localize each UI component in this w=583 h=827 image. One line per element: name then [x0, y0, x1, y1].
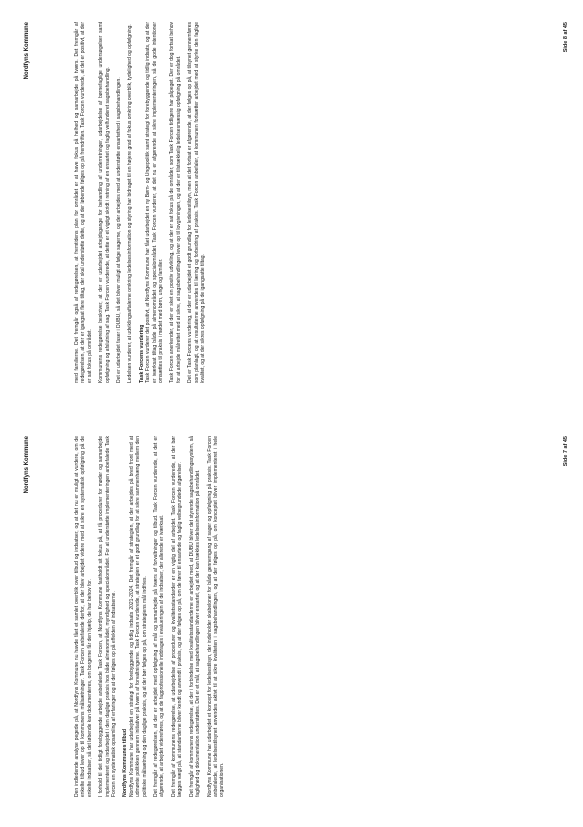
paragraph: Task Forcen anerkender, at der er sket en positiv udvikling, og at der er sat fokus på de områder, som Task Forcen tidligere har påpeget. Der er dog fortsat behov for at arbejde målrettet med at sikre, at sagsbehandlingen lever op til lovgivningen, og at der er tilstrækkelig ledelsesmæssig opfølgning på området.: [169, 22, 182, 383]
paragraph: I forhold til det tidligt forebyggende arbejde anbefalede Task Forcen, at Nordfyns Kommune fastholdt sit fokus på, at få procedurer for møder og samarbejde implementeret og indarbejdet i den daglige praksis hos både almenområdet, myndighed og specialområdet. For at understøtte implementeringen anbefalede Task Forcen en systematisk opsamling af erfaringer og at der følges op på effekten af indsatserne.: [98, 436, 118, 797]
paragraph: Ledelsen vurderer, at udviklingsaftalerne omkring ledelsesinformation og styring har bidraget til en højere grad af fokus omkring overblik, tydelighed og opfølgning.: [127, 24, 134, 383]
page-body: [74, 436, 226, 797]
page-header: Nordfyns Kommune: [24, 436, 30, 494]
paragraph: Det er udarbejdet faser i DUBU, så det bliver muligt at følge sagerne, og der arbejdes med at understøtte ensartethed i sagsbehandlingen.: [116, 77, 123, 383]
paragraph: Det er Task Forcens vurdering, at der er udarbejdet et godt grundlag for ledelsestilsyn, men at det fortsat er afgørende, at der følges op på, at tilsynet gennemføres som planlagt, og at resultaterne anvendes til læring og forbedring af praksis. Task Forcen anbefaler, at kommunen fortsætter arbejdet med at styrke den faglige kvalitet, og at der sikres opfølgning på de igangsatte tiltag.: [187, 22, 207, 383]
page-header: Nordfyns Kommune: [24, 22, 30, 80]
section-heading: Nordfyns Kommunes tilbud: [122, 728, 129, 797]
paragraph: Nordfyns Kommune har udarbejdet en strategi for forebyggende og tidlig indsats 2021-2024. Det fremgår af strategien, at der arbejdes på bred front med at udmønte politikken gennem initiativer på tværs af forvaltningerne. Task Forcen vurderede, at strategien er et godt grundlag for at sikre sammenhæng mellem den politiske målsætning og den daglige praksis, og at der bør følges op på, om strategiens mål indfries.: [128, 436, 148, 797]
paragraph: Den indledende analyse pegede på, at Nordfyns Kommune nu havde fået et samlet overblik over tilbud og indsatser, og at det nu er muligt at vurdere, om de enkelte tilbud lever op til kommunens målsætninger. Task Forcen anbefalede derfor, at der blev arbejdet videre med at sikre en systematisk opfølgning på de enkelte indsatser, så det løbende kan dokumenteres, om borgerne får den hjælp, de har behov for.: [74, 436, 93, 797]
page-number: Side 8 af 45: [563, 22, 569, 53]
page-body: [74, 22, 207, 383]
document-page-left: [0, 414, 583, 827]
paragraph: Task Forcen vurderer det positivt, at Nordfyns Kommune har fået udarbejdet en ny Børn- og Ungepolitik samt strategi for forebyggende og tidlig indsats, og at der er iværksat tiltag både på almenområdet og specialområdet. Task Forcen vurderer, at det nu er afgørende at sikre implementeringen, så de gode intentioner omsættes til praksis i mødet med børn, unge og familier.: [145, 22, 165, 383]
paragraph: Det fremgår af kommunens redegørelse, at udarbejdelse af procedurer og kvalitetsstandarder er en vigtig del af arbejdet. Task Forcen vurderede, at der bør lægges vægt på, at standarderne bliver kendt og anvendt i praksis, og at der følges op på, om de fører til ensartede og faglig velbegrundede afgørelser.: [170, 436, 184, 797]
page-number: Side 7 af 45: [563, 436, 569, 467]
document-page-right: [0, 0, 583, 413]
section-heading: Task Forcens vurdering: [138, 324, 145, 383]
paragraph: med familierne. Det fremgår også af redegørelsen, at fremtidens plan for området er at have fokus på helhed og samarbejde på tværs. Det fremgår af redegørelsen, at der er igangsat flere tiltag, der skal understøtte dette, og at der løbende følges op på fremdriften. Task Forcen vurderede, at det er positivt, at der er sat fokus på området.: [74, 22, 93, 383]
paragraph: Kommunens redegørelse beskriver, at der er udarbejdet arbejdsgange for behandling af underretninger, udarbejdelse af børnefaglige undersøgelser samt opfølgning og afslutning af sag. Task Forcen vurderede, at dette er et vigtigt skridt i retning af en ensartet og faglig velfunderet sagsbehandling.: [98, 22, 111, 383]
paragraph: Nordfyns Kommune har udarbejdet et koncept for ledelsestilsyn, der indeholder skabeloner for både gennemgang af sager og opfølgning på praksis. Task Forcen anbefalede, at ledelsestilsynet anvendes aktivt til at sikre kvaliteten i sagsbehandlingen, og at der følges op på, om konceptet bliver implementeret i hele organisationen.: [206, 436, 226, 797]
paragraph: Det fremgår af redegørelsen, at der er arbejdet med opfølgning af mål og samarbejde på tværs af forvaltninger og tilbud. Task Forcen vurderede, at det er afgørende, at arbejdet videreføres, og at de fagprofessionelle inddrages i evalueringen af de indsatser, der allerede er iværksat.: [153, 436, 166, 797]
paragraph: Det fremgår af kommunens redegørelse, at der i forbindelse med kvalitetsstandarderne er arbejdet med, at DUBU bliver det styrende sagsbehandlingssystem, så faglighed og dokumentation understøttes. Det er et mål, at sagsbehandlingen bliver ensartet, og at der kan trækkes ledelsesinformation på området.: [188, 436, 202, 797]
